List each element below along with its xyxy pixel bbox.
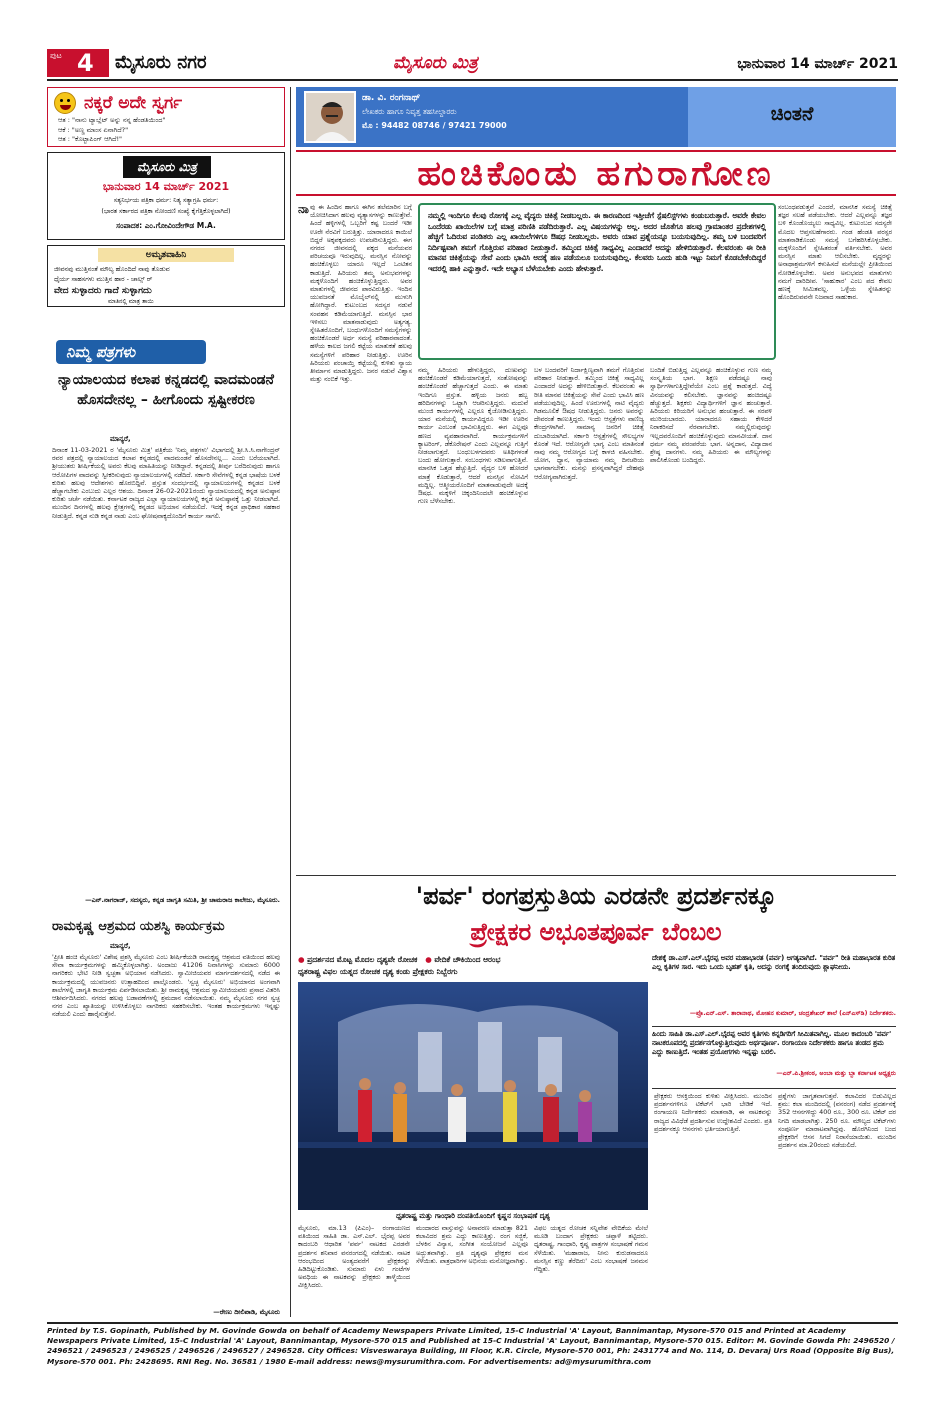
chintane-col2: ನಮ್ಮ ಹಿರಿಯರು ಹೇಳುತ್ತಿದ್ದರು, ದುಃಖವನ್ನು ಹಂಚಿಕೊಂಡರೆ ಕಡಿಮೆಯಾಗುತ್ತದೆ, ಸಂತೋಷವನ್ನು ಹಂಚಿಕೊಂಡರೆ ಹೆಚ್ಚಾಗುತ್ತದೆ ಎಂದು. ಈ ಮಾತು ಇಂದಿಗೂ ಪ್ರಸ್ತುತ. ಹಳ್ಳಿಯ ಜನರು ಹಬ್ಬ ಹರಿದಿನಗಳನ್ನು ಒಟ್ಟಾಗಿ ಆಚರಿಸುತ್ತಿದ್ದರು. ಮದುವೆ ಮುಂಜಿ ಕಾರ್ಯಗಳಲ್ಲಿ ಎಲ್ಲರೂ ಕೈಜೋಡಿಸುತ್ತಿದ್ದರು. ಯಾರ ಮನೆಯಲ್ಲಿ ಕಾರ್ಯವಿದ್ದರೂ ಇಡೀ ಊರಿನ ಕಾರ್ಯ ಎಂಬಂತೆ ಭಾವಿಸುತ್ತಿದ್ದರು. ಈಗ ಎಲ್ಲವೂ ಹಣದ ವ್ಯವಹಾರವಾಗಿದೆ. ಕಾರ್ಯಕ್ರಮಗಳಿಗೆ ಕ್ಯಾಟರಿಂಗ್, ಡೆಕೊರೇಷನ್ ಎಂದು ಎಲ್ಲವನ್ನೂ ಗುತ್ತಿಗೆ ನೀಡಲಾಗುತ್ತದೆ. ಬಂಧುಬಳಗದವರು ಅತಿಥಿಗಳಂತೆ ಬಂದು ಹೋಗುತ್ತಾರೆ. ಸಂಬಂಧಗಳು ಸಡಿಲವಾಗುತ್ತಿವೆ. ಮಾನಸಿಕ ಒತ್ತಡ ಹೆಚ್ಚುತ್ತಿದೆ. ವೈದ್ಯರ ಬಳಿ ಹೋದರೆ ಮಾತ್ರೆ ಕೊಡುತ್ತಾರೆ, ಆದರೆ ಮನಸ್ಸಿನ ನೋವಿಗೆ ಮದ್ದಿಲ್ಲ. ಆತ್ಮೀಯರೊಂದಿಗೆ ಮಾತನಾಡುವುದೇ ಅದಕ್ಕೆ ಔಷಧ. ಮಕ್ಕಳಿಗೆ ಚಿಕ್ಕಂದಿನಿಂದಲೇ ಹಂಚಿಕೊಳ್ಳುವ ಗುಣ ಬೆಳೆಸಬೇಕು. [418, 366, 528, 506]
letter2-headline: ರಾಮಕೃಷ್ಣ ಆಶ್ರಮದ ಯಶಸ್ವಿ ಕಾರ್ಯಕ್ರಮ [52, 919, 225, 934]
parva-quote1: ದೇಶಕ್ಕೆ ಡಾ.ಎಸ್.ಎಲ್.ಭೈರಪ್ಪ ಅವರ ಮಹಾಭಾರತ (ಪರ್ವ) ಅಗತ್ಯವಾಗಿದೆ. "ಪರ್ವ" ರೀತಿ ಮಹಾಭಾರತ ಕುರಿತ ಎಲ್ಲ ಕೃತಿಗಳ ಸಾರ. ಇದು ಒಂದು ಬೃಹತ್ ಕೃತಿ, ಅದನ್ನು ರಂಗಕ್ಕೆ ತಂದಿರುವುದು ಶ್ಲಾಘನೀಯ. [652, 954, 896, 971]
flag-line2: (ಭಾರತ ಸರ್ಕಾರದ ಪತ್ರಿಕಾ ನೋಂದಣಿ ಸಂಖ್ಯೆ ಕೈಗೆತ್ತಿಕೊಳ್ಳಲಾಗಿದೆ) [101, 208, 231, 215]
parva-sub1: ಪ್ರದರ್ಶನದ ಮೊಟ್ಟ ಮೊದಲ ದೃಶ್ಯವೇ ರೋಚಕ [307, 955, 418, 964]
parva-col3: ವಿಫಲ ಯತ್ನದ ರೋಚಕ ಸನ್ನಿವೇಶ ವೇದಿಕೆಯ ಮೇಲೆ ಮೂಡಿ ಬಂದಾಗ ಪ್ರೇಕ್ಷಕರು ಚಪ್ಪಾಳೆ ತಟ್ಟಿದರು. ಧೃತರಾಷ್ಟ್ರ, ಗಾಂಧಾರಿ, ಕೃಷ್ಣ ಪಾತ್ರಗಳ ಸಂಭಾಷಣೆ ಗಮನ ಸೆಳೆಯಿತು. 'ಮಹಾರಾಜ, ನೀನು ಕುರುಡನಾದರೂ ಮನಸ್ಸಿನ ಕಣ್ಣು ತೆರೆದಿರು' ಎಂಬ ಸಂಭಾಷಣೆ ಜನಮನ ಗೆದ್ದಿತು. [534, 1224, 648, 1274]
author-role: ಲೇಖಕರು ಹಾಗೂ ನಿವೃತ್ತ ತಹಸೀಲ್ದಾರರು [362, 107, 457, 116]
masthead: ಮೈಸೂರು ಮಿತ್ರ [393, 53, 478, 73]
page-label: ಪುಟ [50, 51, 62, 60]
flag-masthead: ಮೈಸೂರು ಮಿತ್ರ [123, 156, 211, 178]
chintane-col1: ವು ಈ ಹಿಂದಿನ ಹಾಗೂ ಈಗಿನ ತಲೆಮಾರಿನ ಬಗ್ಗೆ ಯೋಚಿಸಿದಾಗ ಹಲವು ವ್ಯತ್ಯಾಸಗಳನ್ನು ಕಾಣುತ್ತೇವೆ. ಹಿಂದೆ ಹಳ್ಳಿಗಳಲ್ಲಿ ಒಬ್ಬರಿಗೆ ಕಷ್ಟ ಬಂದರೆ ಇಡೀ ಊರೇ ನೆರವಿಗೆ ಬರುತ್ತಿತ್ತು. ಯಾರಾದರೂ ಕಾಯಿಲೆ ಬಿದ್ದರೆ ಅಕ್ಕಪಕ್ಕದವರು ಉಪಚರಿಸುತ್ತಿದ್ದರು. ಈಗ ನಗರದ ಜೀವನದಲ್ಲಿ ಪಕ್ಕದ ಮನೆಯವರ ಪರಿಚಯವೂ ಇರುವುದಿಲ್ಲ. ಮನಸ್ಸಿನ ನೋವನ್ನು ಹಂಚಿಕೊಳ್ಳಲು ಯಾರೂ ಇಲ್ಲದೆ ಒಂಟಿತನ ಕಾಡುತ್ತಿದೆ. ಹಿರಿಯರು ತಮ್ಮ ಅನುಭವಗಳನ್ನು ಮಕ್ಕಳೊಂದಿಗೆ ಹಂಚಿಕೊಳ್ಳುತ್ತಿದ್ದರು. ಅವರ ಮಾತುಗಳಲ್ಲಿ ಜೀವನದ ಪಾಠವಿರುತ್ತಿತ್ತು. ಇಂದಿನ ಯುವಜನತೆ ಮೊಬೈಲ್‌ನಲ್ಲಿ ಮುಳುಗಿ ಹೋಗಿದ್ದಾರೆ. ಕುಟುಂಬದ ಸದಸ್ಯರ ನಡುವೆ ಸಂವಹನ ಕಡಿಮೆಯಾಗುತ್ತಿದೆ. ಮನಸ್ಸಿನ ಭಾರ ಇಳಿಸಲು ಮಾತನಾಡುವುದು ಅತ್ಯಗತ್ಯ. ಸ್ನೇಹಿತರೊಂದಿಗೆ, ಬಂಧುಗಳೊಂದಿಗೆ ಸಮಸ್ಯೆಗಳನ್ನು ಹಂಚಿಕೊಂಡರೆ ಅರ್ಧ ಸಮಸ್ಯೆ ಪರಿಹಾರವಾದಂತೆ. ಹಳೆಯ ಕಾಲದ ಜಗಲಿ ಕಟ್ಟೆಯ ಮಾತುಕತೆ ಹಲವು ಸಮಸ್ಯೆಗಳಿಗೆ ಪರಿಹಾರ ನೀಡುತ್ತಿತ್ತು. ಊರಿನ ಹಿರಿಯರು ಪಂಚಾಯ್ತಿ ಕಟ್ಟೆಯಲ್ಲಿ ಕುಳಿತು ನ್ಯಾಯ ತೀರ್ಮಾನ ಮಾಡುತ್ತಿದ್ದರು. ಜನರ ನಡುವೆ ವಿಶ್ವಾಸ ಮತ್ತು ನಂಬಿಕೆ ಇತ್ತು. [310, 203, 412, 384]
letter1-body: ದಿನಾಂಕ 11-03-2021 ರ 'ಮೈಸೂರು ಮಿತ್ರ' ಪತ್ರಿಕೆಯ 'ನಿಮ್ಮ ಪತ್ರಗಳು' ವಿಭಾಗದಲ್ಲಿ ಶ್ರೀ.ಸಿ.ಸಿ.ನಾಗೇಂದ್ರನ್ ರವರ ಪತ್ರದಲ್ಲಿ ನ್ಯಾಯಾಲಯದ ಕಲಾಪ ಕನ್ನಡದಲ್ಲಿ ವಾದಮಂಡನೆ ಹೊಸದೇನಲ್ಲ... ಎಂದು ಬರೆಯಲಾಗಿದೆ. ಶ್ರೀಯುತರು ಶೀರ್ಷಿಕೆಯಲ್ಲಿ ಅವರು ಕೆಲವು ಮಾಹಿತಿಯನ್ನು ನೀಡಿದ್ದಾರೆ. ಕನ್ನಡದಲ್ಲಿ ತೀರ್ಪು ಬರೆದಿರುವುದು ಹಾಗೂ ಆರೋಪಿಗಳ ವಾದವನ್ನು ಸ್ವೀಕರಿಸುವುದು ನ್ಯಾಯಾಲಯಗಳಲ್ಲಿ ನಡೆದಿದೆ. ಸರ್ಕಾರಿ ಸೇವೆಗಳಲ್ಲಿ ಕನ್ನಡ ಭಾಷೆಯ ಬಳಕೆ ಕುರಿತು ಹಲವು ಆದೇಶಗಳು ಹೊರಬಿದ್ದಿವೆ. ಪ್ರಸ್ತುತ ಸಂದರ್ಭದಲ್ಲಿ ನ್ಯಾಯಾಲಯಗಳಲ್ಲಿ ಕನ್ನಡದ ಬಳಕೆ ಹೆಚ್ಚಾಗಬೇಕು ಎಂಬುದು ಎಲ್ಲರ ಆಶಯ. ದಿನಾಂಕ 26-02-2021ರಂದು ನ್ಯಾಯಾಲಯದಲ್ಲಿ ಕನ್ನಡ ಅನುಷ್ಠಾನ ಕುರಿತು ಚರ್ಚೆ ನಡೆಯಿತು. ಕರ್ನಾಟಕ ರಾಜ್ಯದ ಎಲ್ಲಾ ನ್ಯಾಯಾಲಯಗಳಲ್ಲಿ ಕನ್ನಡ ಅನುಷ್ಠಾನಕ್ಕೆ ಒತ್ತು ನೀಡಲಾಗಿದೆ. ಮುಂದಿನ ದಿನಗಳಲ್ಲಿ ಹಲವು ಕ್ಷೇತ್ರಗಳಲ್ಲಿ ಕನ್ನಡದ ಅಭಿಯಾನ ನಡೆಯಲಿದೆ. ಇದಕ್ಕೆ ಕನ್ನಡ ಪ್ರಾಧಿಕಾರ ಸಹಕಾರ ನೀಡುತ್ತಿದೆ. ಕನ್ನಡ ನುಡಿ ಕನ್ನಡ ನಾಡು ಎಂಬ ಘೋಷವಾಕ್ಯದೊಂದಿಗೆ ಕಾರ್ಯ ಸಾಗಲಿ. [52, 446, 280, 520]
chintane-col5: ಸಂಬಂಧಪಡುತ್ತವೆ ಎಂದರೆ, ಮಾನಸಿಕ ಸಮಸ್ಯೆ ಚಿಕಿತ್ಸೆ ತಜ್ಞರ ಸಲಹೆ ಪಡೆಯಬೇಕು. ಆದರೆ ಎಲ್ಲವನ್ನೂ ತಜ್ಞರ ಬಳಿ ಕೊಂಡೊಯ್ಯಲು ಸಾಧ್ಯವಿಲ್ಲ. ಕುಟುಂಬದ ಸದಸ್ಯರೇ ಮೊದಲ ಆಪ್ತಸಲಹೆಗಾರರು. ಗಂಡ ಹೆಂಡತಿ ಪರಸ್ಪರ ಮಾತನಾಡಿಕೊಂಡು ಸಮಸ್ಯೆ ಬಗೆಹರಿಸಿಕೊಳ್ಳಬೇಕು. ಮಕ್ಕಳೊಂದಿಗೆ ಸ್ನೇಹಿತರಂತೆ ವರ್ತಿಸಬೇಕು. ಅವರ ಮನಸ್ಸಿನ ಮಾತು ಆಲಿಸಬೇಕು. ವೃದ್ಧರನ್ನು ಅನಾಥಾಶ್ರಮಗಳಿಗೆ ಕಳುಹಿಸದೆ ಮನೆಯಲ್ಲೇ ಪ್ರೀತಿಯಿಂದ ನೋಡಿಕೊಳ್ಳಬೇಕು. ಅವರ ಅನುಭವದ ಮಾತುಗಳು ನಮಗೆ ದಾರಿದೀಪ. 'ಸಾಹುಕಾರ' ಎಂಬ ಪದ ಕೇವಲ ಹಣಕ್ಕೆ ಸೀಮಿತವಲ್ಲ. ಒಳ್ಳೆಯ ಸ್ನೇಹಿತರನ್ನು ಹೊಂದಿರುವವನೇ ನಿಜವಾದ ಸಾಹುಕಾರ. [778, 203, 892, 302]
parva-sub2: ವೇದಿಕೆ ಚೌಕಿಯಿಂದ ಆರಂಭ [434, 955, 501, 964]
parva-col2: ಮಂದಾರದ ವಾಸ್ತುವನ್ನು ಅನಾವರಣ ಮಾಡುತ್ತಾ 821 ಕಲಾವಿದರ ಶ್ರಮ ಎದ್ದು ಕಾಣುತ್ತಿತ್ತು. ರಂಗ ಸಜ್ಜಿಕೆ, ಬೆಳಕಿನ ವಿನ್ಯಾಸ, ಸಂಗೀತ ಸಂಯೋಜನೆ ಎಲ್ಲವೂ ಅದ್ಭುತವಾಗಿತ್ತು. ಪ್ರತಿ ದೃಶ್ಯವೂ ಪ್ರೇಕ್ಷಕರ ಮನ ಸೆಳೆಯಿತು. ಪಾತ್ರಧಾರಿಗಳ ಅಭಿನಯ ಮನೋಜ್ಞವಾಗಿತ್ತು. [416, 1224, 528, 1265]
pull-quote: ನಮ್ಮಲ್ಲಿ ಇಂದಿಗೂ ಕೆಲವು ರೋಗಕ್ಕೆ ಎಲ್ಲ ವೈದ್ಯರು ಚಿಕಿತ್ಸೆ ನೀಡಬಲ್ಲರು. ಈ ಕಾರಣದಿಂದ ಇತ್ತೀಚೆಗೆ ಸ್ಪೆಷಲಿಸ್ಟ್‌ಗಳು ಕಂಡುಬರುತ್ತಾರೆ. ಅವರೇ ಕೇವಲ ಒಂದೆರಡು ಖಾಯಿಲೆಗಳ ಬಗ್ಗೆ ಮಾತ್ರ ಪರಿಣಿತಿ ಪಡೆದಿರುತ್ತಾರೆ. ಎಲ್ಲ ವಿಷಯಗಳನ್ನು ಅಲ್ಲ. ಅದರ ಜೊತೆಗೂ ಹಲವು ಗ್ರಾಮಾಂತರ ಪ್ರದೇಶಗಳಲ್ಲಿ ಹೆಚ್ಚಿಗೆ ಓದಿರುವ ಪಂಡಿತರು ಎಲ್ಲ ಖಾಯಿಲೆಗಳಿಗೂ ಔಷಧ ನೀಡಬಲ್ಲರು. ಅವರು ಯಾವ ಪ್ರಶ್ನೆಯನ್ನೂ ಬಯಸುವುದಿಲ್ಲ. ತಮ್ಮ ಬಳಿ ಬಂದವರಿಗೆ ನಿರ್ದಿಷ್ಟವಾಗಿ ತಮಗೆ ಗೊತ್ತಿರುವ ಪರಿಹಾರ ನೀಡುತ್ತಾರೆ. ತಮ್ಮಿಂದ ಚಿಕಿತ್ಸೆ ಸಾಧ್ಯವಿಲ್ಲ ಎಂದಾದರೆ ಅದನ್ನು ಹೇಳಿಬಿಡುತ್ತಾರೆ. ಕೆಲವರಂತು ಈ ರೀತಿ ಮಾನವ ಚಿಕಿತ್ಸೆಯನ್ನು ಸೇವೆ ಎಂದು ಭಾವಿಸಿ ಅದಕ್ಕೆ ಹಣ ಪಡೆಯಲೂ ಬಯಸುವುದಿಲ್ಲ. ಕೆಲವರು ಒಂದು ಹುಡಿ ಇಟ್ಟು ನಿಮಗೆ ಕೊಡಬೇಕೆಂದಿದ್ದರೆ ಇದರಲ್ಲಿ ಹಾಕಿ ಎನ್ನುತ್ತಾರೆ. ಇದೇ ಅಭ್ಯಾಸ ಬೆಳೆಯಬೇಕು ಎಂದು ಹೇಳುತ್ತಾರೆ. [428, 211, 766, 273]
parva-quote-rule-2 [652, 1088, 896, 1089]
left-column-rule [290, 87, 291, 1317]
laughing-face-icon [54, 92, 76, 114]
amrutavahini-box [47, 245, 285, 307]
parva-quote2-signature: —ಎನ್.ಪಿ.ಶ್ರೀಕಂಠ, ಅಂಬಾ ಮತ್ತು ಬ್ಬಾ ಕರ್ನಾಟಕ ಅಧ್ಯಕ್ಷರು [776, 1070, 896, 1077]
author-name: ಡಾ. ವಿ. ರಂಗನಾಥ್ [362, 93, 421, 103]
page-header [47, 49, 898, 77]
chintane-headline-box [296, 150, 896, 196]
amrutavahini-quote: ವೇದ ಸುಳ್ಳಾದರು ಗಾದೆ ಸುಳ್ಳಾಗದು [54, 286, 152, 296]
author-phone: ಮೊ : 94482 08746 / 97421 79000 [362, 121, 507, 130]
parva-col4: ಪ್ರೇಕ್ಷಕರು ಆಸಕ್ತಿಯಿಂದ ಕುಳಿತು ವೀಕ್ಷಿಸಿದರು. ಮುಂದಿನ ಪ್ರದರ್ಶನಗಳಿಗೂ ಟಿಕೆಟ್‌ಗೆ ಭಾರಿ ಬೇಡಿಕೆ ಇದೆ. ರಂಗಾಯಣ ನಿರ್ದೇಶಕರು ಮಾತನಾಡಿ, ಈ ನಾಟಕವನ್ನು ರಾಜ್ಯದ ವಿವಿಧೆಡೆ ಪ್ರದರ್ಶಿಸುವ ಉದ್ದೇಶವಿದೆ ಎಂದರು. ಪ್ರತಿ ಪ್ರದರ್ಶನಕ್ಕೂ ಆಸನಗಳು ಭರ್ತಿಯಾಗುತ್ತಿವೆ. [654, 1092, 772, 1133]
parva-quote-rule [652, 1026, 896, 1027]
chintane-headline: ಹಂಚಿಕೊಂಡು ಹಗುರಾಗೋಣ [417, 154, 775, 194]
letter2-salutation: ಮಾನ್ಯರೆ, [110, 942, 131, 950]
chintane-header [296, 87, 896, 147]
parva-quote1-signature: —ಪ್ರೊ.ಎನ್.ಎಸ್. ತಾರಾನಾಥ, ಮೋಹನ ಕುಮಾರ್, ಚಂದ್ರಶೇಖರ್ ಶಾಲೆ (ಎನ್‌ಎಸ್‌ಡಿ) ನಿರ್ದೇಶಕರು. [689, 1010, 896, 1017]
chintane-col4: ಬಂದಿತೆ ಬಿಡುತ್ತಿದ್ದ ಎಲ್ಲವನ್ನೂ ಹಂಚಿಕೊಳ್ಳುವ ಗುಣ ನಮ್ಮ ಸಂಸ್ಕೃತಿಯ ಭಾಗ. ಶಿಕ್ಷಣ ಪಡೆದಷ್ಟೂ ನಾವು ಸ್ವಾರ್ಥಿಗಳಾಗುತ್ತಿದ್ದೇವೆಯೇ ಎಂಬ ಪ್ರಶ್ನೆ ಕಾಡುತ್ತದೆ. ವಿದ್ಯೆ ವಿನಯವನ್ನು ಕಲಿಸಬೇಕು. ಜ್ಞಾನವನ್ನು ಹಂಚಿದಷ್ಟೂ ಹೆಚ್ಚುತ್ತದೆ. ಶಿಕ್ಷಕರು ವಿದ್ಯಾರ್ಥಿಗಳಿಗೆ ಜ್ಞಾನ ಹಂಚುತ್ತಾರೆ. ಹಿರಿಯರು ಕಿರಿಯರಿಗೆ ಅನುಭವ ಹಂಚುತ್ತಾರೆ. ಈ ಸರಪಳಿ ಮುರಿಯಬಾರದು. ಯಾರಾದರೂ ಸಹಾಯ ಕೇಳಿದರೆ ನಿರಾಕರಿಸದೆ ನೆರವಾಗಬೇಕು. ನಮ್ಮಲ್ಲಿರುವುದನ್ನು ಇಲ್ಲದವರೊಂದಿಗೆ ಹಂಚಿಕೊಳ್ಳುವುದು ಮಾನವೀಯತೆ. ದಾನ ಧರ್ಮ ನಮ್ಮ ಪರಂಪರೆಯ ಭಾಗ. ಅನ್ನದಾನ, ವಿದ್ಯಾದಾನ ಶ್ರೇಷ್ಠ ದಾನಗಳು. ನಮ್ಮ ಹಿರಿಯರು ಈ ಮೌಲ್ಯಗಳನ್ನು ಪಾಲಿಸಿಕೊಂಡು ಬಂದಿದ್ದರು. [650, 366, 772, 465]
amrutavahini-title: ಅಮೃತವಾಹಿನಿ [98, 248, 234, 262]
flag-editor: ಸಂಪಾದಕ: ಎಂ.ಗೋವಿಂದೇಗೌಡ M.A. [116, 221, 216, 230]
letter2-signature: —ರೇಣು ದೀಲಿಪಾಡಿ, ಮೈಸೂರು [213, 1308, 280, 1316]
flag-box [47, 152, 285, 240]
parva-quote2: ಹಿಂದು ಸಾಹಿತಿ ಡಾ.ಎಸ್.ಎಲ್.ಭೈರಪ್ಪ ಅವರ ಕೃತಿಗಳು ಕನ್ನಡಿಗರಿಗೆ ಸೀಮಿತವಾಗಿಲ್ಲ. ಮೂಲ ಕಾದಂಬರಿ 'ಪರ್ವ' ನಾಟಕರೂಪದಲ್ಲಿ ಪ್ರದರ್ಶನಗೊಳ್ಳುತ್ತಿರುವುದು ಅರ್ಥಪೂರ್ಣ. ರಂಗಾಯಣ ನಿರ್ದೇಶಕರು ಹಾಗೂ ತಂಡದ ಶ್ರಮ ಎದ್ದು ಕಾಣುತ್ತಿದೆ. ಇಂತಹ ಪ್ರಯೋಗಗಳು ಇನ್ನಷ್ಟು ಬರಲಿ. [652, 1030, 892, 1056]
letter2-body: 'ಪ್ರೀತಿ ಹಂಚಿ ಮೈಸೂರು' ವಿಶೇಷ ಪ್ರಶಸ್ತಿ ಮೈಸೂರು ಎಂಬ ಶೀರ್ಷಿಕೆಯಡಿ ರಾಮಕೃಷ್ಣ ಆಶ್ರಮದ ವತಿಯಿಂದ ಹಲವು ಸೇವಾ ಕಾರ್ಯಕ್ರಮಗಳನ್ನು ಹಮ್ಮಿಕೊಳ್ಳಲಾಗಿತ್ತು. ಅಂದಾಜು 41206 ನಿವಾಸಿಗಳನ್ನು ಸುಮಾರು 6000 ನಾಗರಿಕರು ಭೇಟಿ ನೀಡಿ ಸ್ವಚ್ಛತಾ ಅಭಿಯಾನ ನಡೆಸಿದರು. ಸ್ವಾಮೀಜಿಯವರ ಮಾರ್ಗದರ್ಶನದಲ್ಲಿ ನಡೆದ ಈ ಕಾರ್ಯಕ್ರಮದಲ್ಲಿ ಯುವಜನರು ಉತ್ಸಾಹದಿಂದ ಪಾಲ್ಗೊಂಡರು. 'ಸ್ವಚ್ಛ ಮೈಸೂರು' ಅಭಿಯಾನದ ಅಂಗವಾಗಿ ಶಾಲೆಗಳಲ್ಲಿ ಜಾಗೃತಿ ಕಾರ್ಯಕ್ರಮ ಏರ್ಪಡಿಸಲಾಯಿತು. ಶ್ರೀ ರಾಮಕೃಷ್ಣ ಆಶ್ರಮದ ಸ್ವಾಮೀಜಿಯವರು ಪ್ರಸಾದ ವಿತರಿಸಿ ಆಶೀರ್ವದಿಸಿದರು. ನಗರದ ಹಲವು ಬಡಾವಣೆಗಳಲ್ಲಿ ಶ್ರಮದಾನ ನಡೆಸಲಾಯಿತು. ನಮ್ಮ ಮೈಸೂರು ನಗರ ಸ್ವಚ್ಛ ನಗರ ಎಂಬ ಖ್ಯಾತಿಯನ್ನು ಉಳಿಸಿಕೊಳ್ಳಲು ನಾಗರಿಕರು ಸಹಕರಿಸಬೇಕು. ಇಂತಹ ಕಾರ್ಯಕ್ರಮಗಳು ಇನ್ನಷ್ಟು ನಡೆಯಲಿ ಎಂದು ಹಾರೈಸುತ್ತೇನೆ. [52, 953, 280, 1019]
dropcap: ನಾ [298, 202, 309, 216]
letters-banner-label: ನಿಮ್ಮ ಪತ್ರಗಳು [66, 343, 136, 361]
footer-imprint: Printed by T.S. Gopinath, Published by M. Govinde Gowda on behalf of Academy Newspapers Private Limited, 15-C Industrial 'A' Layout, Bannimantap, Mysore-570 015 and Printed at Academy Newspapers Private Limited, 15-C Industrial 'A' Layout, Bannimantap, Mysore-570 015 and Published at 15-C Industrial 'A' Layout, Bannimantap, Mysore-570 015. Editor: M. Govinde Gowda Ph: 2496520 / 2496521 / 2496523 / 2496525 / 2496526 / 2496527 / 2496528. City Offices: Visveswaraya Building, III Floor, K.R. Circle, Mysore-570 001, Ph: 2431774 and No. 114, D. Devaraj Urs Road (Opposite Big Bus), Mysore-570 001. Ph: 2428695. RNI Reg. No. 36581 / 1980 E-mail address: news@mysurumithra.com. For advertisements: ad@mysurumithra.com [47, 1326, 895, 1366]
joke-box-title: ನಕ್ಕರೆ ಅದೇ ಸ್ವರ್ಗ [84, 93, 183, 113]
chintane-bottom-rule [296, 875, 896, 876]
flag-date: ಭಾನುವಾರ 14 ಮಾರ್ಚ್ 2021 [102, 180, 230, 193]
letter1-signature: —ಎನ್.ನಾಗರಾಜ್, ಸದಸ್ಯರು, ಕನ್ನಡ ಜಾಗೃತಿ ಸಮಿತಿ, ಶ್ರೀ ಚಾಮರಾಜ ಕಾಲೇಜು, ಮೈಸೂರು. [85, 896, 280, 904]
parva-headline1: 'ಪರ್ವ' ರಂಗಪ್ರಸ್ತುತಿಯ ಎರಡನೇ ಪ್ರದರ್ಶನಕ್ಕೂ [415, 882, 777, 910]
parva-subheads: ● ಪ್ರದರ್ಶನದ ಮೊಟ್ಟ ಮೊದಲ ದೃಶ್ಯವೇ ರೋಚಕ ● ವೇದಿಕೆ ಚೌಕಿಯಿಂದ ಆರಂಭ ಧೃತರಾಷ್ಟ್ರ ವಿಫಲ ಯತ್ನದ ರೋಚಕ ದೃಶ್ಯ ಕಂಡು ಪ್ರೇಕ್ಷಕರು ನಿಬ್ಬೆರಗು [298, 954, 646, 978]
parva-headline2: ಪ್ರೇಕ್ಷಕರ ಅಭೂತಪೂರ್ವ ಬೆಂಬಲ [470, 918, 722, 946]
chintane-col3: ಬಳ ಬಂದವರಿಗೆ ನಿರ್ದಾಕ್ಷಿಣ್ಯವಾಗಿ ತಮಗೆ ಗೊತ್ತಿರುವ ಪರಿಹಾರ ನೀಡುತ್ತಾರೆ. ತಮ್ಮಿಂದ ಚಿಕಿತ್ಸೆ ಸಾಧ್ಯವಿಲ್ಲ ಎಂದಾದರೆ ಅದನ್ನು ಹೇಳಿಬಿಡುತ್ತಾರೆ. ಕೆಲವರಂತು ಈ ರೀತಿ ಮಾನವ ಚಿಕಿತ್ಸೆಯನ್ನು ಸೇವೆ ಎಂದು ಭಾವಿಸಿ ಹಣ ಪಡೆಯುವುದಿಲ್ಲ. ಹಿಂದೆ ಊರುಗಳಲ್ಲಿ ನಾಟಿ ವೈದ್ಯರು ಗಿಡಮೂಲಿಕೆ ಔಷಧ ನೀಡುತ್ತಿದ್ದರು. ಜನರು ಅವರನ್ನು ದೇವರಂತೆ ಕಾಣುತ್ತಿದ್ದರು. ಇಂದು ಆಸ್ಪತ್ರೆಗಳು ವಾಣಿಜ್ಯ ಕೇಂದ್ರಗಳಾಗಿವೆ. ಸಾಮಾನ್ಯ ಜನರಿಗೆ ಚಿಕಿತ್ಸೆ ದುಬಾರಿಯಾಗಿದೆ. ಸರ್ಕಾರಿ ಆಸ್ಪತ್ರೆಗಳಲ್ಲಿ ಸೌಲಭ್ಯಗಳ ಕೊರತೆ ಇದೆ. ಆರೋಗ್ಯವೇ ಭಾಗ್ಯ ಎಂಬ ಮಾತಿನಂತೆ ನಾವು ನಮ್ಮ ಆರೋಗ್ಯದ ಬಗ್ಗೆ ಕಾಳಜಿ ವಹಿಸಬೇಕು. ಯೋಗ, ಧ್ಯಾನ, ವ್ಯಾಯಾಮ ನಮ್ಮ ದಿನಚರಿಯ ಭಾಗವಾಗಬೇಕು. ಮನಸ್ಸು ಪ್ರಸನ್ನವಾಗಿದ್ದರೆ ದೇಹವೂ ಆರೋಗ್ಯವಾಗಿರುತ್ತದೆ. [534, 366, 644, 481]
joke-box [47, 87, 285, 147]
letter1-salutation: ಮಾನ್ಯರೆ, [110, 435, 131, 443]
joke-line: ಆತ : "ಕೊಟ್ಟಾಪಿಂಗ್ ಆಗಿದೆ!" [58, 135, 123, 143]
amrutavahini-line1: ಜೀವನವು ಮುತ್ತಿನಂತೆ ಮೌಲ್ಯ ಹೊಂದಿದೆ ನಾವು ತೊಡುವ [54, 265, 170, 273]
page-date: ಭಾನುವಾರ 14 ಮಾರ್ಚ್ 2021 [737, 56, 898, 72]
parva-col1: ಮೈಸೂರು, ಮಾ.13 (ಪಿಎಂ)– ರಂಗಾಯಣದ ವತಿಯಿಂದ ಸಾಹಿತಿ ಡಾ. ಎಸ್.ಎಲ್. ಭೈರಪ್ಪ ಅವರ ಕಾದಂಬರಿ ಆಧಾರಿತ 'ಪರ್ವ' ನಾಟಕದ ಎರಡನೇ ಪ್ರದರ್ಶನ ಶನಿವಾರ ವನರಂಗದಲ್ಲಿ ನಡೆಯಿತು. ನಾಟಕ ಆರಂಭದಿಂದ ಅಂತ್ಯದವರೆಗೆ ಪ್ರೇಕ್ಷಕರನ್ನು ಹಿಡಿದಿಟ್ಟುಕೊಂಡಿತು. ಸುಮಾರು ಏಳು ಗಂಟೆಗಳ ಅವಧಿಯ ಈ ನಾಟಕವನ್ನು ಪ್ರೇಕ್ಷಕರು ತಾಳ್ಮೆಯಿಂದ ವೀಕ್ಷಿಸಿದರು. [298, 1224, 410, 1290]
stage-photo [298, 982, 648, 1210]
chintane-label-box [688, 87, 896, 147]
flag-line1: ಸತ್ಯನಿರ್ಭಯ ಪತ್ರಿಕಾ ಧರ್ಮ: ನಿತ್ಯ ಸತ್ಯಾಗ್ರಹಿ ಧರ್ಮ: [113, 197, 219, 204]
page-number-box [47, 49, 109, 77]
parva-quote2-box [652, 1030, 896, 1086]
footer-rule [47, 1322, 898, 1324]
letters-banner [56, 340, 206, 364]
joke-line: ಆಕೆ : "ಅಣ್ಣ ಮಾಂಸ ಏನಾಗಿದೆ?" [58, 125, 129, 134]
parva-quote1-box [652, 954, 896, 1024]
header-rule [47, 79, 898, 81]
author-photo [304, 91, 356, 143]
pull-quote-box [418, 203, 776, 360]
section-name: ಮೈಸೂರು ನಗರ [115, 52, 207, 73]
chintane-label: ಚಿಂತನೆ [770, 103, 814, 125]
joke-line: ಆತ : "ನಾನು ಟ್ಯಾಬ್ಲೆಟ್ ಅನ್ನು ನನ್ನ ಹೆಂಡತಿಯಿಂದ" [58, 116, 166, 124]
letter1-headline: ನ್ಯಾಯಾಲಯದ ಕಲಾಪ ಕನ್ನಡದಲ್ಲಿ ವಾದಮಂಡನೆ ಹೊಸದೇನಲ್ಲ – ಹೀಗೊಂದು ಸ್ಪಷ್ಟೀಕರಣ [58, 372, 274, 408]
page-number: 4 [77, 49, 94, 77]
amrutavahini-line2: ಧೈರ್ಯ ಸಾಹಸಗಳು ಮುತ್ತಿನ ಹಾರ - ಚಾಲ್ಸ್ ರ್ [54, 275, 153, 283]
stage-photo-caption: ಧೃತರಾಷ್ಟ್ರ ಮತ್ತು ಗಾಂಧಾರಿ ದಂಪತಿಯೊಂದಿಗೆ ಕೃಷ್ಣನ ಸಂಭಾಷಣೆ ದೃಶ್ಯ [396, 1212, 550, 1220]
parva-col5: ಪ್ರಶ್ನೆಗಳು ಜಾಗೃತವಾಗುತ್ತವೆ. ಕಲಾವಿದರ ಬಿಡುವಿಲ್ಲದ ಶ್ರಮ: ಕಲಾ ಮಂದಿರದಲ್ಲಿ (ವನರಂಗ) ನಡೆದ ಪ್ರದರ್ಶನಕ್ಕೆ 352 ಆಸನಗಳಿದ್ದು 400 ರೂ., 300 ರೂ. ಟಿಕೆಟ್ ದರ ನಿಗದಿ ಮಾಡಲಾಗಿತ್ತು. 250 ರೂ. ಮೌಲ್ಯದ ಟಿಕೆಟ್‌ಗಳು ಸಂಪೂರ್ಣ ಮಾರಾಟವಾಗಿದ್ದವು. ಹೊರಗಿನಿಂದ ಬಂದ ಪ್ರೇಕ್ಷಕರಿಗೆ ಆಸನ ಸಿಗದೆ ನಿರಾಸೆಯಾಯಿತು. ಮುಂದಿನ ಪ್ರದರ್ಶನ ಮಾ.20ರಂದು ನಡೆಯಲಿದೆ. [778, 1092, 896, 1150]
parva-sub3: ಧೃತರಾಷ್ಟ್ರ ವಿಫಲ ಯತ್ನದ ರೋಚಕ ದೃಶ್ಯ ಕಂಡು ಪ್ರೇಕ್ಷಕರು ನಿಬ್ಬೆರಗು [298, 967, 458, 976]
amrutavahini-quote-sub: ಮಾತಿನಲ್ಲಿ ಮಾತ್ರ ತಾಯಿ [108, 298, 154, 305]
